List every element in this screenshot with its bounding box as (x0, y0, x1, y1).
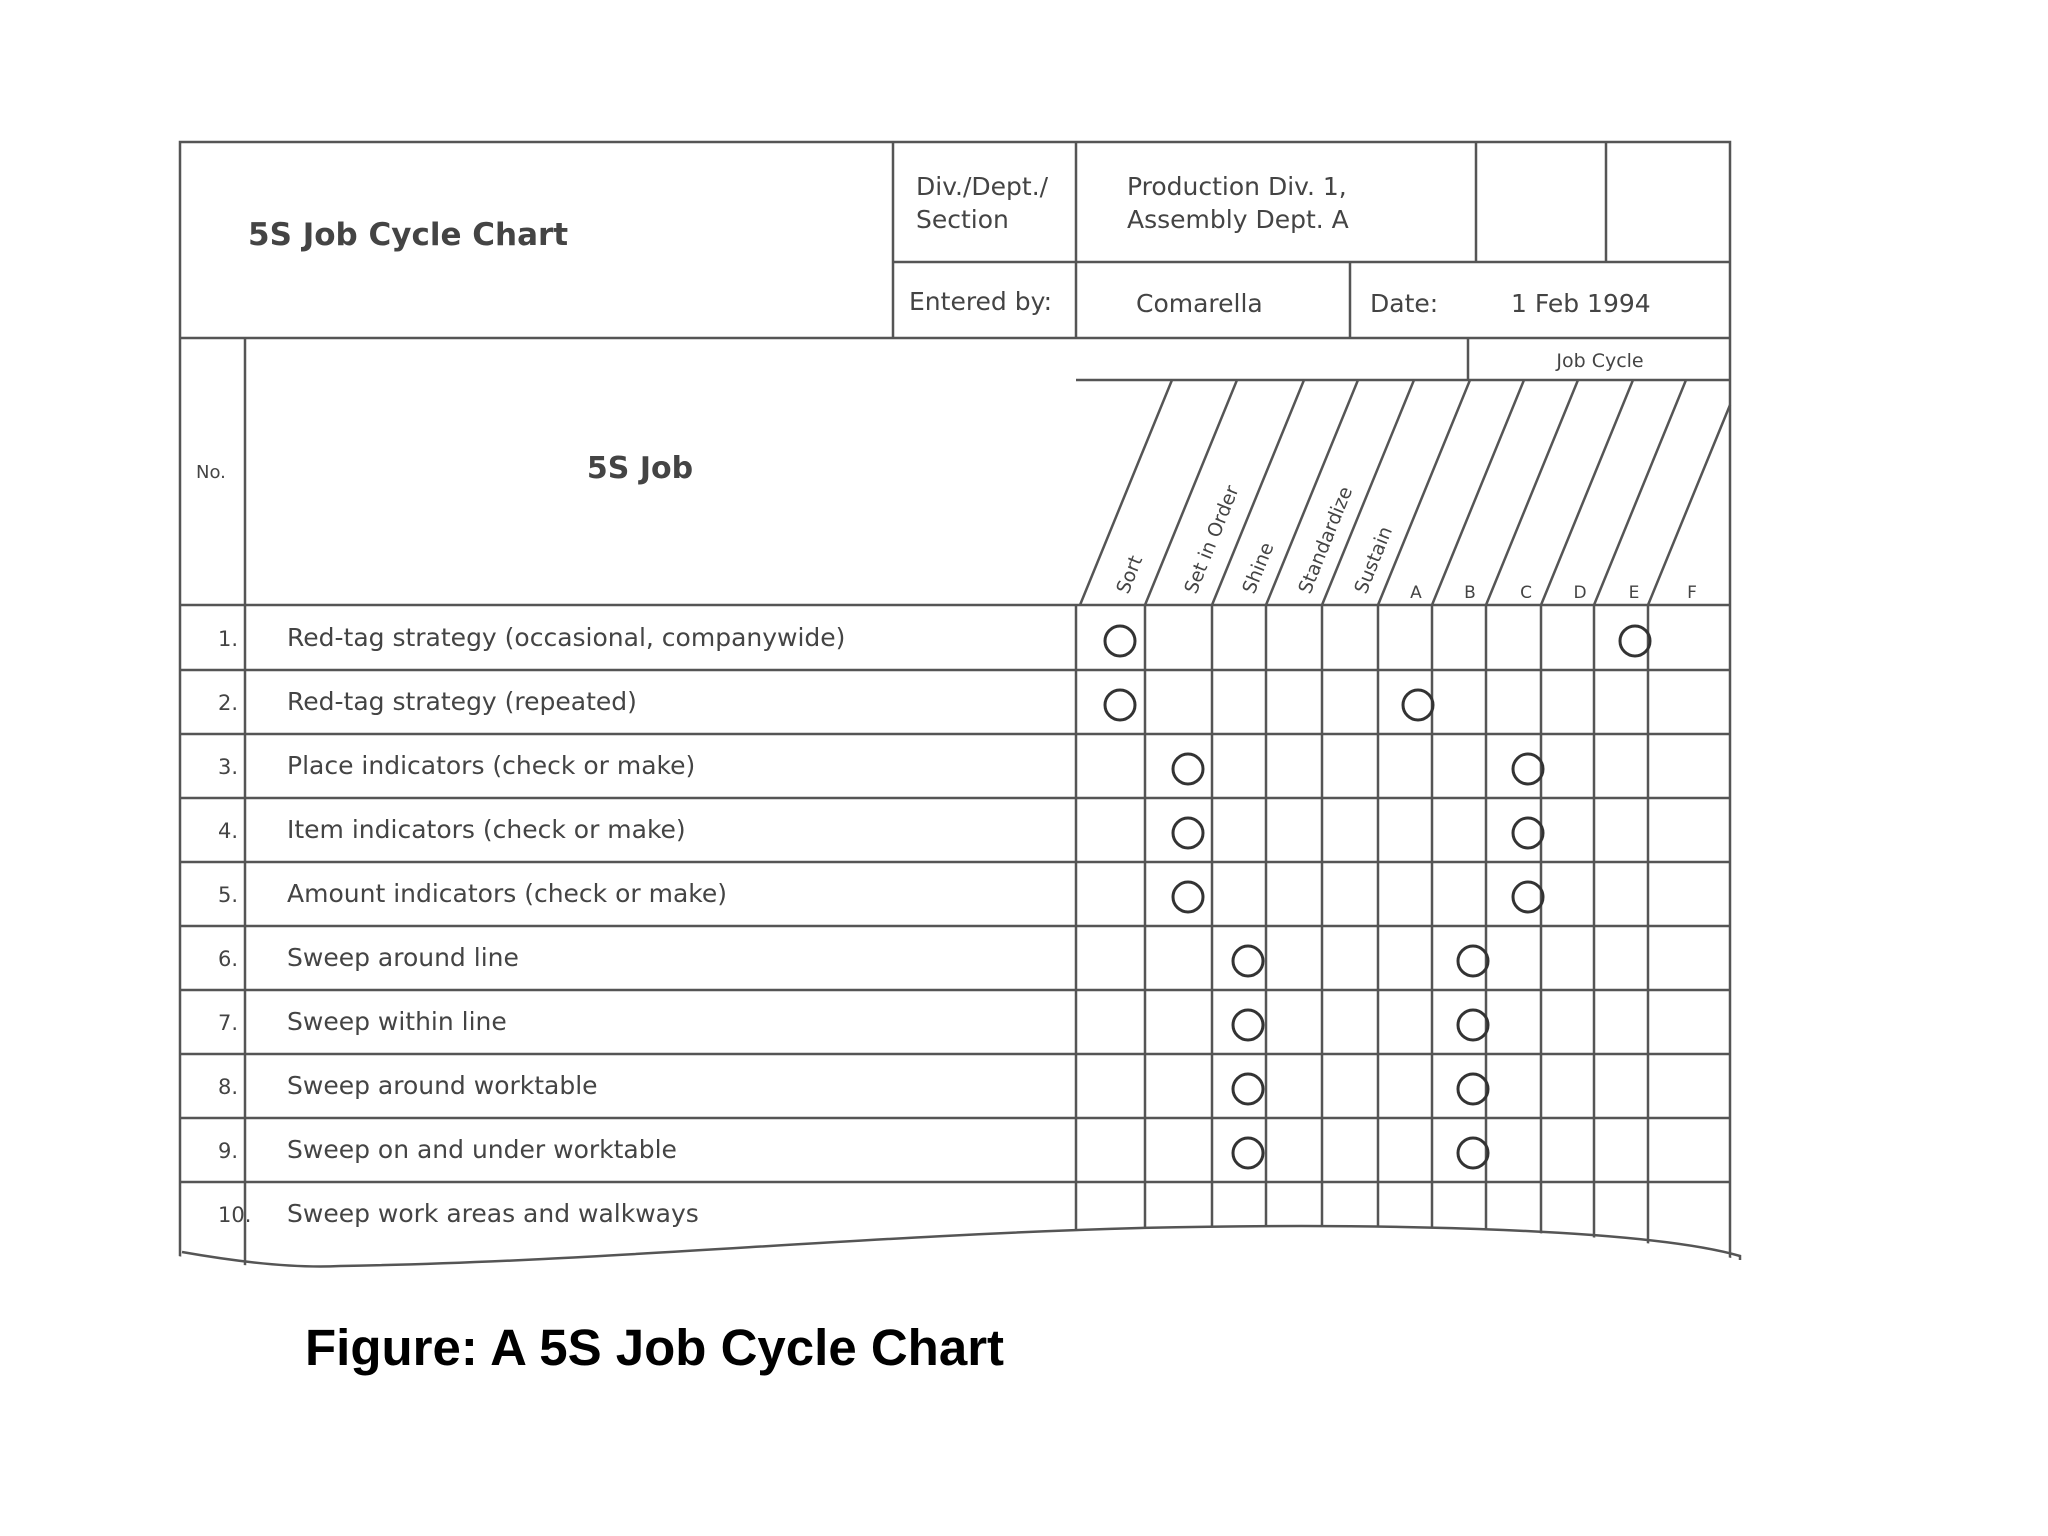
cycle-mark-circle (1513, 754, 1543, 784)
diagonal-label-shine: Shine (1238, 539, 1279, 597)
entered-by-label: Entered by: (909, 287, 1053, 316)
cycle-mark-circle (1173, 754, 1203, 784)
diagonal-label-sustain: Sustain (1350, 523, 1398, 597)
row-job-text: Sweep on and under worktable (287, 1135, 677, 1164)
cycle-mark-circle (1233, 1074, 1263, 1104)
row-job-text: Sweep within line (287, 1007, 507, 1036)
row-job-text: Red-tag strategy (repeated) (287, 687, 637, 716)
division-label-line2: Section (916, 205, 1009, 234)
cycle-mark-circle (1173, 882, 1203, 912)
table-row (218, 1007, 1488, 1040)
chart-title: 5S Job Cycle Chart (248, 217, 569, 253)
entered-by-value: Comarella (1136, 289, 1263, 318)
table-row (218, 687, 1433, 720)
row-number: 8. (218, 1075, 239, 1099)
job-column-header: 5S Job (586, 451, 694, 486)
row-number: 10. (218, 1203, 252, 1227)
row-job-text: Place indicators (check or make) (287, 751, 696, 780)
table-row (218, 815, 1543, 848)
table-row (218, 1135, 1488, 1168)
cycle-mark-circle (1513, 818, 1543, 848)
table-row (218, 1199, 699, 1228)
table-row (218, 623, 1650, 656)
cycle-label-b: B (1464, 583, 1476, 603)
row-number: 9. (218, 1139, 239, 1163)
cycle-mark-circle (1458, 1010, 1488, 1040)
division-value-line2: Assembly Dept. A (1127, 205, 1349, 234)
cycle-mark-circle (1513, 882, 1543, 912)
cycle-mark-circle (1458, 946, 1488, 976)
cycle-mark-circle (1458, 1074, 1488, 1104)
cycle-label-e: E (1628, 583, 1640, 603)
row-number: 1. (218, 627, 239, 651)
row-job-text: Item indicators (check or make) (287, 815, 686, 844)
cycle-mark-circle (1620, 626, 1650, 656)
no-column-header: No. (196, 462, 226, 483)
cycle-mark-circle (1233, 946, 1263, 976)
date-value: 1 Feb 1994 (1511, 289, 1651, 318)
job-cycle-header: Job Cycle (1556, 350, 1644, 372)
cycle-mark-circle (1173, 818, 1203, 848)
cycle-mark-circle (1105, 690, 1135, 720)
row-number: 2. (218, 691, 239, 715)
division-label-line1: Div./Dept./ (916, 172, 1049, 201)
row-job-text: Sweep around line (287, 943, 519, 972)
row-job-text: Sweep around worktable (287, 1071, 598, 1100)
cycle-label-a: A (1410, 583, 1422, 603)
row-number: 7. (218, 1011, 239, 1035)
table-row (218, 751, 1543, 784)
table-row (218, 1071, 1488, 1104)
row-number: 4. (218, 819, 239, 843)
cycle-mark-circle (1403, 690, 1433, 720)
diagonal-label-standardize: Standardize (1294, 483, 1358, 597)
division-value-line1: Production Div. 1, (1127, 172, 1347, 201)
row-job-text: Amount indicators (check or make) (287, 879, 728, 908)
table-row (218, 943, 1488, 976)
row-job-text: Sweep work areas and walkways (287, 1199, 699, 1228)
torn-edge (182, 1226, 1740, 1266)
row-job-text: Red-tag strategy (occasional, companywide) (287, 623, 846, 652)
row-number: 6. (218, 947, 239, 971)
diagonal-label-set-in-order: Set in Order (1180, 482, 1244, 597)
row-number: 3. (218, 755, 239, 779)
table-row (218, 879, 1543, 912)
date-label: Date: (1370, 289, 1439, 318)
cycle-label-c: C (1520, 583, 1532, 603)
row-number: 5. (218, 883, 239, 907)
figure-caption: Figure: A 5S Job Cycle Chart (305, 1319, 1005, 1376)
cycle-mark-circle (1233, 1138, 1263, 1168)
cycle-mark-circle (1105, 626, 1135, 656)
cycle-mark-circle (1233, 1010, 1263, 1040)
cycle-mark-circle (1458, 1138, 1488, 1168)
diagonal-label-sort: Sort (1112, 552, 1148, 597)
cycle-label-f: F (1687, 583, 1697, 603)
cycle-label-d: D (1573, 583, 1587, 603)
